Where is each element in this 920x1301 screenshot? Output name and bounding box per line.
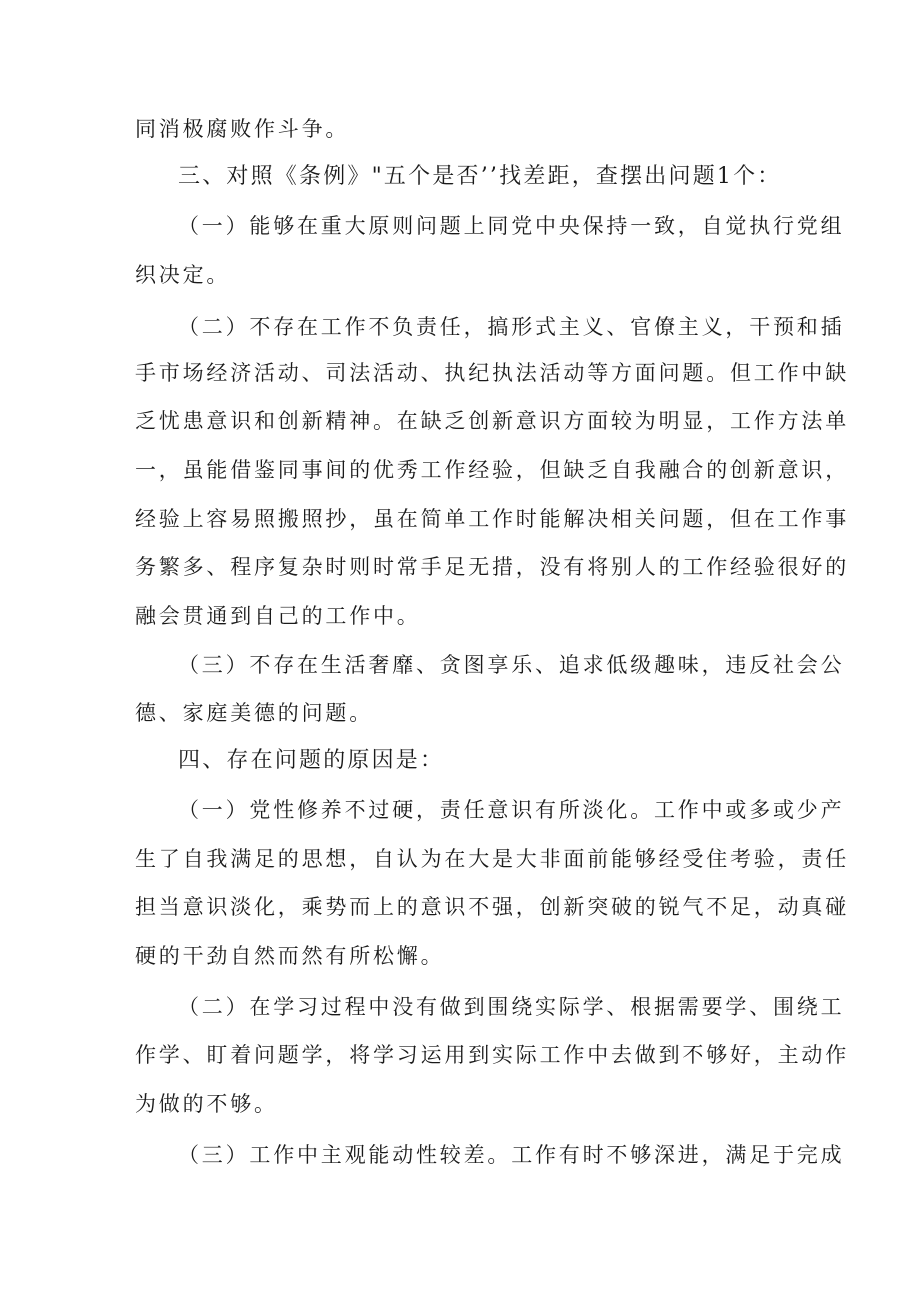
paragraph-line: 德、家庭美德的问题。 bbox=[135, 701, 373, 725]
paragraph-line: 作学、盯着问题学，将学习运用到实际工作中去做到不够好，主动作 bbox=[135, 1043, 849, 1067]
paragraph-line: 经验上容易照搬照抄，虽在简单工作时能解决相关问题，但在工作事 bbox=[135, 507, 849, 531]
paragraph-line: （三）不存在生活奢靡、贪图享乐、追求低级趣味，违反社会公 bbox=[178, 653, 845, 677]
paragraph-line: （二）不存在工作不负责任，搞形式主义、官僚主义，干预和插 bbox=[178, 315, 845, 339]
paragraph-line: 担当意识淡化，乘势而上的意识不强，创新突破的锐气不足，动真碰 bbox=[135, 895, 849, 919]
paragraph-line: 织决定。 bbox=[135, 263, 231, 287]
paragraph-line: 同消极腐败作斗争。 bbox=[135, 117, 350, 141]
paragraph-line: 手市场经济活动、司法活动、执纪执法活动等方面问题。但工作中缺 bbox=[135, 361, 849, 385]
section-heading-4: 四、存在问题的原因是： bbox=[178, 748, 445, 773]
paragraph-line: 融会贯通到自己的工作中。 bbox=[135, 604, 421, 628]
paragraph-line: 务繁多、程序复杂时则时常手足无措，没有将别人的工作经验很好的 bbox=[135, 555, 849, 579]
paragraph-line: （一）党性修养不过硬，责任意识有所淡化。工作中或多或少产 bbox=[178, 798, 845, 822]
paragraph-line: （二）在学习过程中没有做到围绕实际学、根据需要学、围绕工 bbox=[178, 995, 845, 1019]
section-heading-3: 三、对照《条例》"五个是否’’找差距，查摆出问题1个： bbox=[178, 164, 782, 189]
paragraph-line: 为做的不够。 bbox=[135, 1092, 278, 1116]
paragraph-line: 硬的干劲自然而然有所松懈。 bbox=[135, 944, 445, 968]
paragraph-line: 一，虽能借鉴同事间的优秀工作经验，但缺乏自我融合的创新意识， bbox=[135, 458, 849, 482]
paragraph-line: 乏忧患意识和创新精神。在缺乏创新意识方面较为明显，工作方法单 bbox=[135, 409, 849, 433]
paragraph-line: （三）工作中主观能动性较差。工作有时不够深进，满足于完成 bbox=[178, 1143, 845, 1167]
paragraph-line: 生了自我满足的思想，自认为在大是大非面前能够经受住考验，责任 bbox=[135, 847, 849, 871]
paragraph-line: （一）能够在重大原则问题上同党中央保持一致，自觉执行党组 bbox=[178, 214, 845, 238]
